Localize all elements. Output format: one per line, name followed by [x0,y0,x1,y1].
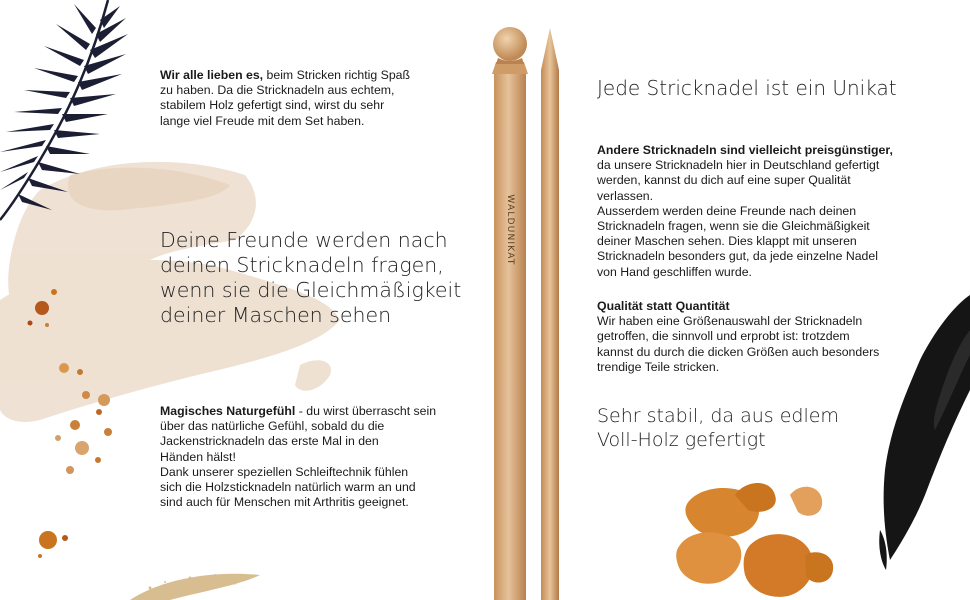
quality-bold: Qualität statt Quantität [597,299,730,313]
price-line: werden, kannst du dich auf eine super Qualität [597,173,851,188]
nature-bold: Magisches Naturgefühl [160,404,296,418]
price-line: da unsere Stricknadeln hier in Deutschland gefertigt [597,158,880,173]
price-line: von Hand geschliffen wurde. [597,264,752,279]
needle-brand-label: WALDUNIKAT [505,194,515,266]
stable-line: Sehr stabil, da aus edlem [597,405,839,427]
quality-line: kannst du durch die dicken Größen auch besonders [597,344,880,359]
intro-bold: Wir alle lieben es, [160,68,264,82]
quality-line: getroffen, die sinnvoll und erprobt ist: trotzdem [597,329,850,344]
nature-line: Händen hälst! [160,449,236,464]
headline-line: Deine Freunde werden nach [160,228,448,252]
intro-line: zu haben. Da die Stricknadeln aus echtem, [160,83,395,98]
nature-line: sich die Holzsticknadeln natürlich warm an und [160,480,416,495]
intro-line: stabilem Holz gefertigt sind, wirst du sehr [160,98,385,113]
quality-line: Wir haben eine Größenauswahl der Stricknadeln [597,314,863,329]
price-line: deiner Maschen sehen. Dies klappt mit unseren [597,234,857,249]
intro-paragraph [160,68,460,129]
stable-headline [597,404,897,452]
nature-line: über das natürliche Gefühl, sobald du die [160,419,385,434]
intro-line: beim Stricken richtig Spaß [263,68,411,82]
price-line: verlassen. [597,188,654,203]
headline-line: deiner Maschen sehen [160,303,392,327]
price-bold: Andere Stricknadeln sind vielleicht preisgünstiger, [597,143,893,157]
intro-line: lange viel Freude mit dem Set haben. [160,113,365,128]
price-line: Ausserdem werden deine Freunde nach deinen [597,203,857,218]
stable-line: Voll-Holz gefertigt [597,429,766,451]
price-line: Stricknadeln besonders gut, da jede einzelne Nadel [597,249,878,264]
unikat-title: Jede Stricknadel ist ein Unikat [597,76,897,100]
nature-line: Jackenstricknadeln das erste Mal in den [160,434,379,449]
nature-line: sind auch für Menschen mit Arthritis geeignet. [160,495,409,510]
orange-paint-blotches [676,483,833,597]
headline-line: deinen Stricknadeln fragen, [160,253,444,277]
headline-line: wenn sie die Gleichmäßigkeit [160,278,462,302]
friends-headline [160,228,470,328]
nature-line: Dank unserer speziellen Schleiftechnik fühlen [160,464,409,479]
gold-glitter-swoosh [130,574,260,600]
nature-paragraph [160,404,480,510]
price-paragraph [597,143,937,280]
knitting-needles [492,27,559,600]
nature-line: - du wirst überrascht sein [295,404,437,418]
quality-paragraph [597,299,937,375]
quality-line: trendige Teile stricken. [597,359,720,374]
price-line: Stricknadeln fragen, wenn sie die Gleichmäßigkeit [597,219,870,234]
